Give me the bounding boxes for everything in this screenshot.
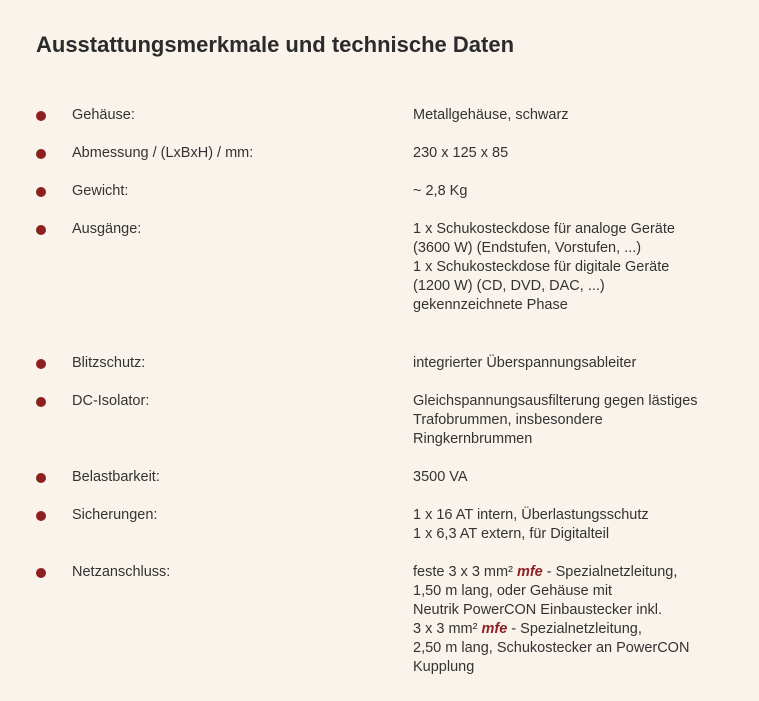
spec-value-line [413, 430, 753, 449]
spec-label: Belastbarkeit: [72, 469, 160, 485]
spec-label: Netzanschluss: [72, 564, 171, 580]
spec-value-line [413, 411, 753, 430]
spec-value-text: 1 x 6,3 AT extern, für Digitalteil [413, 526, 610, 542]
spec-value-line [413, 468, 753, 487]
spec-value-text: Metallgehäuse, schwarz [413, 107, 569, 123]
spec-value-text: 2,50 m lang, Schukostecker an PowerCON [413, 640, 690, 656]
spec-value-line [413, 354, 753, 373]
bullet-icon [36, 359, 46, 369]
spec-row [0, 506, 759, 544]
spec-label: DC-Isolator: [72, 393, 150, 409]
spec-value-line [413, 392, 753, 411]
spec-value-text: Ringkernbrummen [413, 431, 533, 447]
spec-value-suffix: - Spezialnetzleitung, [542, 564, 678, 580]
spec-value-text: ~ 2,8 Kg [413, 183, 468, 199]
spec-value-text: Gleichspannungsausfilterung gegen lästiges [413, 393, 698, 409]
page-title: Ausstattungsmerkmale und technische Daten [36, 32, 515, 57]
spec-value-line [413, 277, 753, 296]
spec-value-line [413, 296, 753, 315]
spec-row [0, 563, 759, 677]
spec-label: Gehäuse: [72, 107, 135, 123]
bullet-icon [36, 473, 46, 483]
spec-value-line [413, 639, 753, 658]
spec-value-line [413, 658, 753, 677]
spec-row [0, 354, 759, 373]
spec-value-text: Kupplung [413, 659, 475, 675]
spec-value-text: 230 x 125 x 85 [413, 145, 509, 161]
spec-value-text: gekennzeichnete Phase [413, 297, 568, 313]
spec-row [0, 182, 759, 201]
spec-value-text: 3500 VA [413, 469, 468, 485]
spec-label: Sicherungen: [72, 507, 158, 523]
spec-label: Abmessung / (LxBxH) / mm: [72, 145, 254, 161]
spec-value-line [413, 506, 753, 525]
bullet-icon [36, 397, 46, 407]
spec-value-suffix: - Spezialnetzleitung, [507, 621, 642, 637]
spec-value-line [413, 525, 753, 544]
spec-label: Gewicht: [72, 183, 129, 199]
spec-value-line [413, 620, 753, 639]
spec-value-line [413, 601, 753, 620]
spec-value-line [413, 239, 753, 258]
spec-value-line [413, 220, 753, 239]
spec-value-text: 1 x Schukosteckdose für analoge Geräte [413, 221, 675, 237]
spec-value [413, 144, 753, 163]
spec-row [0, 220, 759, 315]
spec-value-line [413, 106, 753, 125]
spec-value [413, 563, 753, 677]
spec-label: Ausgänge: [72, 221, 142, 237]
spec-value-text: (1200 W) (CD, DVD, DAC, ...) [413, 278, 605, 294]
spec-label: Blitzschutz: [72, 355, 146, 371]
brand-name: mfe [516, 564, 543, 580]
spec-value [413, 468, 753, 487]
spec-row [0, 106, 759, 125]
spec-value [413, 182, 753, 201]
spec-row [0, 144, 759, 163]
spec-value [413, 354, 753, 373]
brand-name: mfe [481, 621, 508, 637]
bullet-icon [36, 111, 46, 121]
spec-value-text: 1 x Schukosteckdose für digitale Geräte [413, 259, 670, 275]
bullet-icon [36, 187, 46, 197]
bullet-icon [36, 149, 46, 159]
spec-value-text: Trafobrummen, insbesondere [413, 412, 603, 428]
spec-value-text: integrierter Überspannungsableiter [413, 355, 637, 371]
spec-value-line [413, 182, 753, 201]
spec-list [0, 106, 759, 677]
spec-value [413, 392, 753, 449]
spec-value-text: 1 x 16 AT intern, Überlastungsschutz [413, 507, 649, 523]
bullet-icon [36, 568, 46, 578]
spec-value [413, 106, 753, 125]
spec-row [0, 468, 759, 487]
spec-value-line [413, 258, 753, 277]
spec-value-line [413, 144, 753, 163]
bullet-icon [36, 225, 46, 235]
spec-value-line [413, 582, 753, 601]
spec-value-text: feste 3 x 3 mm² [413, 564, 517, 580]
spec-value-text: 3 x 3 mm² [413, 621, 482, 637]
spec-value-text: (3600 W) (Endstufen, Vorstufen, ...) [413, 240, 642, 256]
spec-row [0, 392, 759, 449]
bullet-icon [36, 511, 46, 521]
spec-value-line [413, 563, 753, 582]
spec-value-text: Neutrik PowerCON Einbaustecker inkl. [413, 602, 663, 618]
spec-value [413, 506, 753, 544]
spec-value-text: 1,50 m lang, oder Gehäuse mit [413, 583, 613, 599]
spec-value [413, 220, 753, 315]
